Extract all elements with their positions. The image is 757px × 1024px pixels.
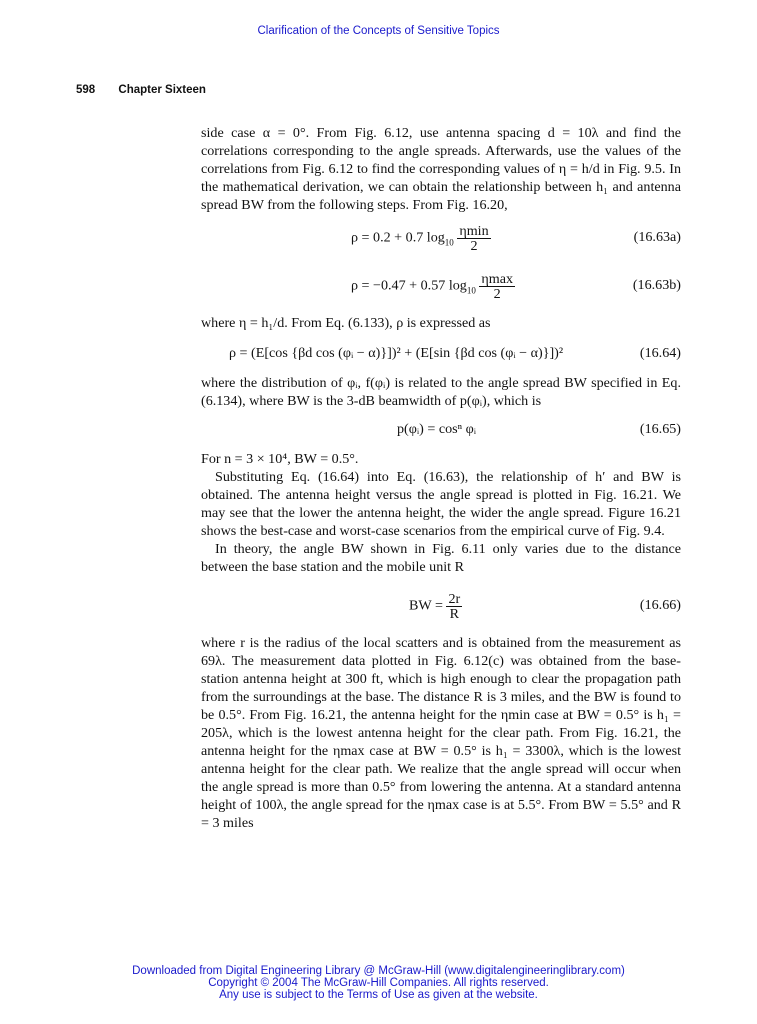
eq-16-63b-fraction (479, 272, 515, 301)
eq-16-63b-numerator: ηmax (481, 271, 514, 287)
footer (0, 965, 757, 1001)
paragraph-5: Substituting Eq. (16.64) into Eq. (16.63), the relationship of h′ and BW is obtained. The antenna height versus the angle spread is plotted in Fig. 16.21. We may see that the lower the antenna height, the wider the angle spread. Figure 16.21 shows the best-case and worst-case scenarios from the empirical curve of Fig. 9.4. (201, 469, 681, 539)
eq-16-65-expression: p(φᵢ) = cosⁿ φᵢ (397, 421, 477, 437)
paragraph-3: where the distribution of φᵢ, f(φᵢ) is related to the angle spread BW specified in Eq. (6.134), where BW is the 3-dB beamwidth of p(φᵢ), which is (201, 375, 681, 409)
running-head (76, 84, 206, 96)
page-number: 598 (76, 84, 96, 96)
footer-terms[interactable]: Any use is subject to the Terms of Use as given at the website. (219, 989, 538, 1001)
equation-16-63a (201, 223, 681, 254)
footer-download-link[interactable]: Downloaded from Digital Engineering Library @ McGraw-Hill (www.digitalengineeringlibrary.com) (132, 965, 625, 977)
eq-16-63b-number: (16.63b) (632, 277, 681, 293)
eq-16-66-numerator: 2r (448, 591, 461, 607)
eq-16-66-denominator: R (449, 606, 460, 622)
equation-16-64 (201, 344, 681, 362)
equation-16-66 (201, 591, 681, 622)
eq-16-63a-log-base: 10 (444, 237, 454, 248)
paragraph-7: where r is the radius of the local scatters and is obtained from the measurement as 69λ. The measurement data plotted in Fig. 6.12(c) was obtained from the base-station antenna height at 300 ft, which is high enough to clear the propagation path from the surroundings at the base. The distance R is 3 miles, and the BW is found to be 0.5°. From Fig. 16.21, the antenna height for the ηmin case at BW = 0.5° is h₁ = 205λ, which is the lowest antenna height for the clear path. From Fig. 16.21, the antenna height for the ηmax case at BW = 0.5° is h₁ = 3300λ, which is the lowest antenna height for the clear path. We realize that the angle spread will occur when the angle spread is more than 0.5° from lowering the antenna. At a standard antenna height of 100λ, the angle spread for the ηmax case is at 5.5°. From BW = 5.5° and R = 3 miles (201, 635, 681, 831)
eq-16-66-fraction (446, 592, 462, 621)
eq-16-66-number: (16.66) (639, 597, 681, 613)
eq-16-64-number: (16.64) (639, 345, 681, 361)
eq-16-63b-lhs: ρ = −0.47 + 0.57 log (351, 277, 467, 294)
eq-16-66-lhs: BW = (409, 597, 443, 614)
chapter-title: Chapter Sixteen (118, 84, 206, 96)
eq-16-63a-fraction (457, 224, 490, 253)
eq-16-63a-numerator: ηmin (459, 223, 489, 239)
paragraph-2: where η = h₁/d. From Eq. (6.133), ρ is expressed as (201, 315, 491, 331)
eq-16-64-expression: ρ = (E[cos {βd cos (φᵢ − α)}])² + (E[sin {βd cos (φᵢ − α)}])² (229, 345, 564, 361)
paragraph-6: In theory, the angle BW shown in Fig. 6.11 only varies due to the distance between the base station and the mobile unit R (201, 541, 681, 575)
footer-copyright[interactable]: Copyright © 2004 The McGraw-Hill Companies. All rights reserved. (208, 977, 549, 989)
equation-16-63b (201, 271, 681, 302)
page-body (201, 124, 681, 832)
eq-16-65-number: (16.65) (639, 421, 681, 437)
eq-16-63a-lhs: ρ = 0.2 + 0.7 log (351, 229, 445, 246)
paragraph-4: For n = 3 × 10⁴, BW = 0.5°. (201, 451, 359, 467)
header-link[interactable]: Clarification of the Concepts of Sensitive Topics (257, 25, 500, 37)
eq-16-63a-denominator: 2 (470, 238, 478, 254)
eq-16-63a-number: (16.63a) (633, 229, 681, 245)
equation-16-65 (201, 420, 681, 438)
eq-16-63b-denominator: 2 (493, 286, 501, 302)
paragraph-1: side case α = 0°. From Fig. 6.12, use antenna spacing d = 10λ and find the correlations corresponding to the angle spreads. Afterwards, use the values of the correlations from Fig. 6.12 to find the corresponding values of η = h/d in Fig. 9.5. In the mathematical derivation, we can obtain the relationship between h₁ and antenna spread BW from the following steps. From Fig. 16.20, (201, 125, 681, 213)
eq-16-63b-log-base: 10 (466, 285, 476, 296)
